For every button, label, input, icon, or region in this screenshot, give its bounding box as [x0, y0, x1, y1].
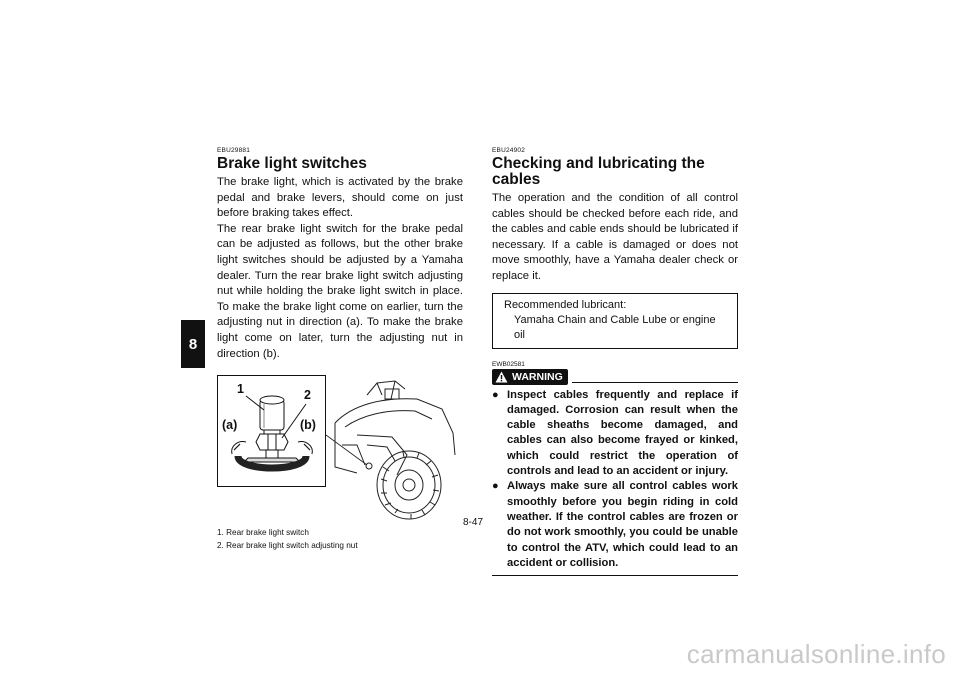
- right-column: [492, 147, 738, 576]
- warning-code: EWB02581: [492, 360, 525, 368]
- lubricant-label: Recommended lubricant:: [504, 298, 627, 311]
- switch-closeup-inset: [217, 375, 326, 487]
- warning-list: [492, 388, 738, 572]
- direction-b-label: (b): [300, 418, 316, 433]
- section-tab-label: 8: [188, 335, 198, 353]
- paragraph: The rear brake light switch for the brake pedal can be adjusted as follows, but the other brake light switches should be adjusted by a Yamaha dealer. Turn the rear brake light switch adjusting nut while holding the brake light switch in place. To make the brake light come on earlier, turn the adjusting nut in direction (a). To make the brake light come on later, turn the adjusting nut in direction (b).: [217, 222, 463, 360]
- paragraph: The brake light, which is activated by the brake pedal and brake levers, should come on just before braking takes effect.: [217, 176, 463, 220]
- section-code: EBU29881: [217, 147, 251, 154]
- figure-captions: [217, 526, 463, 552]
- warning-item: [492, 388, 738, 480]
- warning-item-text: Always make sure all control cables work smoothly before you begin riding in cold weather. If the control cables are frozen or do not work smoothly, you could be unable to control the ATV, which could lead to an accident or collision.: [507, 480, 738, 569]
- warning-triangle-icon: [495, 371, 508, 383]
- brake-switch-figure: [217, 375, 463, 520]
- section-body: [492, 191, 738, 285]
- paragraph: The operation and the condition of all control cables should be checked before each ride, and the cables and cable ends should be lubricated if necessary. If a cable is damaged or does not move smoothly, have a Yamaha dealer check or replace it.: [492, 192, 738, 282]
- warning-header: [492, 369, 738, 385]
- section-body: [217, 175, 463, 362]
- bullet-icon: ●: [492, 480, 499, 493]
- caption-2: 2. Rear brake light switch adjusting nut: [217, 541, 358, 551]
- page-number: 8-47: [463, 517, 484, 528]
- warning-item-text: Inspect cables frequently and replace if damaged. Corrosion can result when the cable sheaths become damaged, and cables can also become frayed or kinked, which could restrict the operation of controls and lead to an accident or injury.: [507, 388, 738, 478]
- section-code: EBU24902: [492, 147, 526, 154]
- lubricant-value: Yamaha Chain and Cable Lube or engine oil: [514, 313, 716, 341]
- left-column: [217, 147, 463, 552]
- bullet-icon: ●: [492, 388, 499, 401]
- caption-1: 1. Rear brake light switch: [217, 528, 309, 538]
- section-tab: [181, 320, 205, 368]
- direction-a-label: (a): [222, 418, 238, 433]
- section-title: Brake light switches: [217, 155, 367, 172]
- callout-2: 2: [304, 388, 311, 403]
- section-title: Checking and lubricating the cables: [492, 155, 705, 188]
- warning-item: [492, 479, 738, 571]
- warning-end-rule: [492, 575, 738, 576]
- warning-label: WARNING: [512, 370, 563, 383]
- watermark: carmanualsonline.info: [686, 639, 946, 669]
- recommended-lubricant-box: [492, 293, 738, 349]
- warning-rule: [572, 382, 738, 383]
- warning-badge: [492, 369, 568, 385]
- callout-1: 1: [237, 382, 244, 397]
